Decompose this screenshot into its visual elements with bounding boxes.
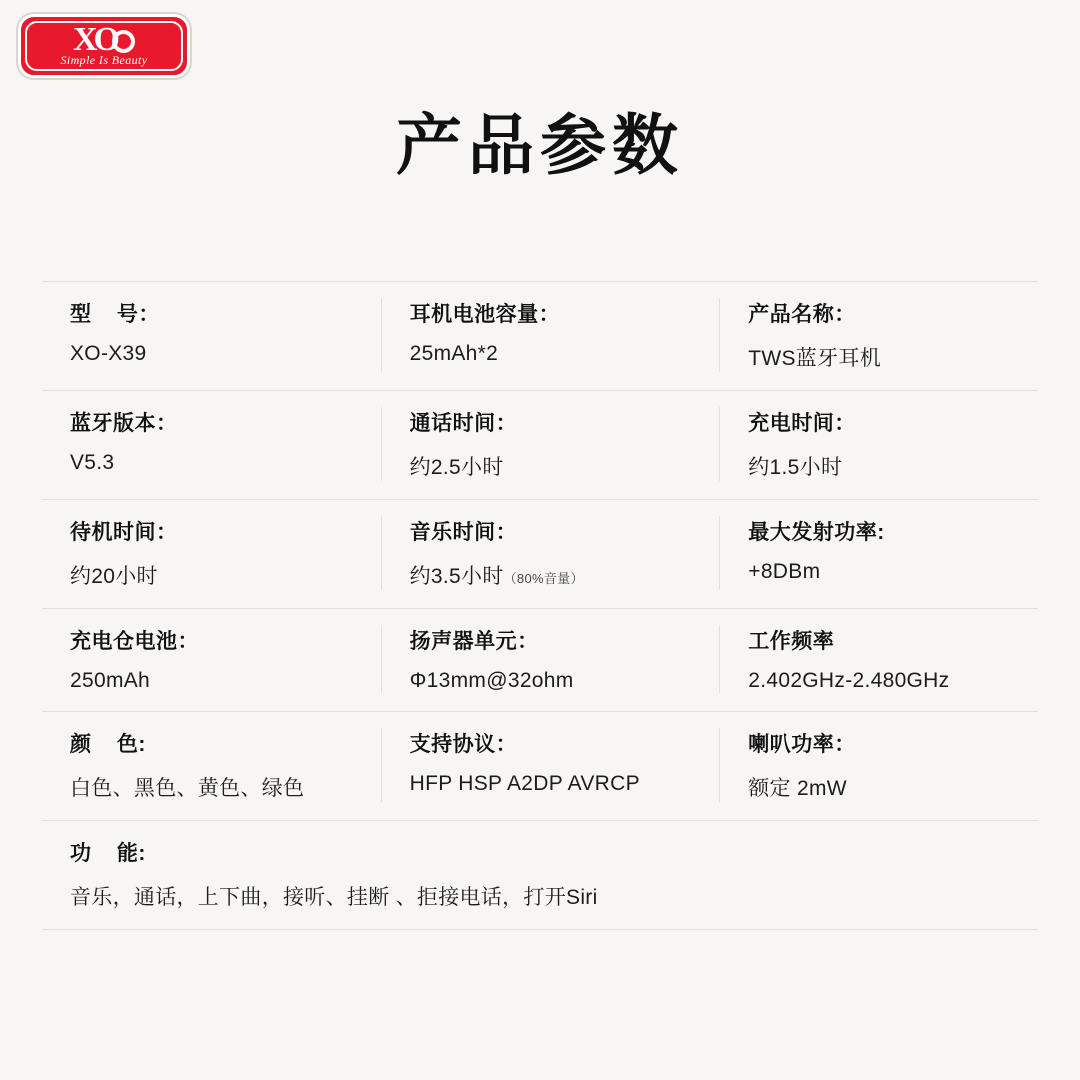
- logo-ring-icon: [112, 30, 135, 53]
- spec-label: 耳机电池容量：: [409, 303, 561, 326]
- spec-value: +8DBm: [748, 560, 821, 583]
- spec-value: 约20小时: [70, 565, 158, 588]
- spec-value: 白色、黑色、黄色、绿色: [70, 777, 305, 800]
- spec-label: 最大发射功率:: [748, 521, 885, 544]
- logo-tagline: Simple Is Beauty: [60, 53, 148, 67]
- spec-value-note: （80%音量）: [503, 571, 584, 586]
- spec-label: 工作频率: [748, 630, 835, 653]
- spec-value: V5.3: [70, 451, 115, 474]
- spec-label: 充电仓电池：: [70, 630, 199, 653]
- spec-label: 功 能:: [70, 842, 146, 865]
- spec-cell-music-time: [381, 516, 720, 590]
- spec-value: 2.402GHz-2.480GHz: [748, 669, 950, 692]
- spec-value: 25mAh*2: [409, 342, 499, 365]
- spec-label: 蓝牙版本：: [70, 412, 178, 435]
- spec-cell-earbud-battery: [381, 298, 720, 372]
- spec-value-main: 约3.5小时: [409, 565, 504, 588]
- spec-cell-standby-time: [42, 516, 381, 590]
- spec-cell-charge-time: [719, 407, 1038, 481]
- spec-cell-functions: [42, 837, 1038, 911]
- spec-cell-frequency: [719, 625, 1038, 693]
- logo-wordmark: [21, 23, 187, 57]
- spec-label: 充电时间：: [748, 412, 856, 435]
- table-row: [42, 391, 1038, 500]
- spec-label: 颜 色:: [70, 733, 146, 756]
- spec-value: 约1.5小时: [748, 456, 843, 479]
- spec-value: XO-X39: [70, 342, 147, 365]
- spec-label: 通话时间：: [409, 412, 518, 435]
- spec-label: 型 号：: [70, 303, 160, 326]
- spec-cell-speaker-power: [719, 728, 1038, 802]
- spec-label: 扬声器单元：: [409, 630, 539, 653]
- spec-value: 250mAh: [70, 669, 151, 692]
- spec-value: HFP HSP A2DP AVRCP: [409, 772, 640, 795]
- table-row-functions: [42, 821, 1038, 930]
- table-row: [42, 712, 1038, 821]
- spec-label: 产品名称：: [748, 303, 856, 326]
- spec-value: 额定 2mW: [748, 777, 847, 800]
- spec-cell-talk-time: [381, 407, 720, 481]
- spec-cell-case-battery: [42, 625, 381, 693]
- spec-label: 支持协议：: [409, 733, 518, 756]
- table-row: [42, 281, 1038, 391]
- brand-logo: [18, 14, 190, 78]
- spec-cell-protocols: [381, 728, 720, 802]
- spec-value: 约2.5小时: [409, 456, 504, 479]
- spec-cell-bluetooth-version: [42, 407, 381, 481]
- spec-label: 待机时间：: [70, 521, 178, 544]
- table-row: [42, 500, 1038, 609]
- spec-value: 音乐，通话，上下曲，接听、挂断 、拒接电话，打开Siri: [70, 886, 598, 909]
- page-title: 产品参数: [396, 108, 684, 182]
- spec-cell-speaker-unit: [381, 625, 720, 693]
- spec-cell-model: [42, 298, 381, 372]
- spec-value: TWS蓝牙耳机: [748, 347, 882, 370]
- spec-cell-product-name: [719, 298, 1038, 372]
- table-row: [42, 609, 1038, 712]
- logo-badge: [18, 14, 190, 78]
- spec-label: 喇叭功率：: [748, 733, 856, 756]
- spec-value: [410, 560, 710, 590]
- spec-cell-max-transmit-power: [719, 516, 1038, 590]
- spec-value: Φ13mm@32ohm: [409, 669, 574, 692]
- spec-label: 音乐时间：: [409, 521, 518, 544]
- logo-xo-text: XO: [73, 21, 116, 58]
- spec-table: [42, 281, 1038, 930]
- spec-cell-color: [42, 728, 381, 802]
